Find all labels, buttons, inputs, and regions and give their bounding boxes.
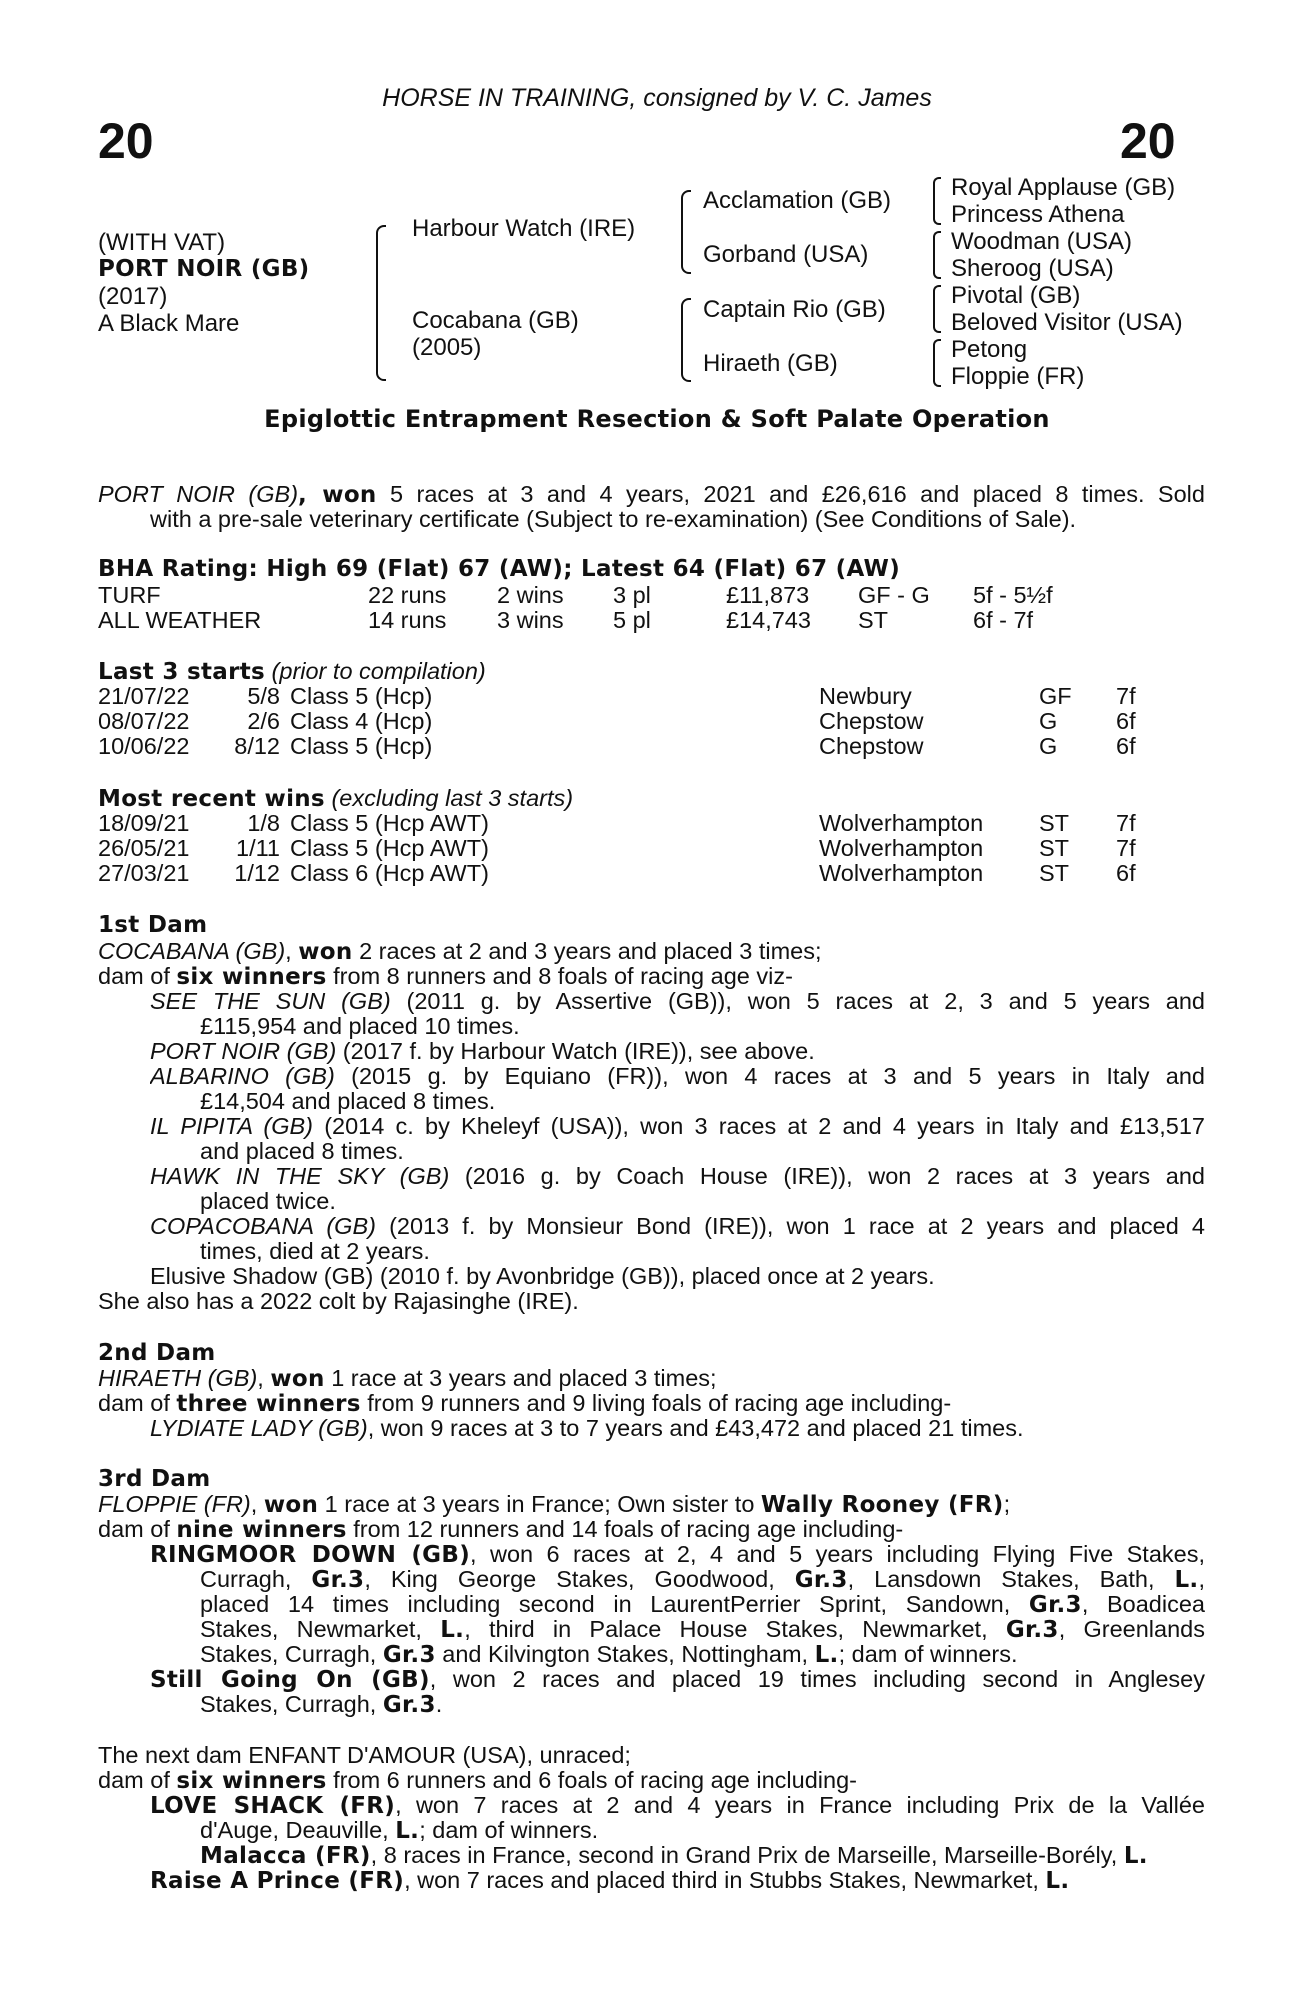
summary-line-1: PORT NOIR (GB), won 5 races at 3 and 4 years, 2021 and £26,616 and placed 8 times. Sold <box>98 482 1205 508</box>
summary-line-1-text: 5 races at 3 and 4 years, 2021 and £26,616 and placed 8 times. Sold <box>376 482 1205 507</box>
listed-label: L. <box>814 1642 839 1668</box>
race-course: Chepstow <box>819 708 924 734</box>
race-class: Class 5 (Hcp) <box>290 733 433 759</box>
progeny-lydiate-lady <box>150 1416 1205 1441</box>
grade-label: Gr.3 <box>1028 1592 1082 1618</box>
dam2-heading: 2nd Dam <box>98 1340 216 1366</box>
race-going: ST <box>1039 860 1070 886</box>
dam2-line-1: HIRAETH (GB), won 1 race at 3 years and placed 3 times; <box>98 1365 717 1392</box>
progeny-text: (2017 f. by Harbour Watch (IRE)), see above. <box>336 1038 815 1064</box>
bha-wins: 3 wins <box>497 607 564 633</box>
bha-surface: ALL WEATHER <box>98 607 262 633</box>
operation-note: Epiglottic Entrapment Resection & Soft Palate Operation <box>264 405 1050 433</box>
summary-horse-name: PORT NOIR (GB) <box>98 482 299 507</box>
dam2-line-2 <box>98 1391 1205 1417</box>
race-distance: 7f <box>1116 810 1136 836</box>
grade-label: Gr.3 <box>1005 1617 1059 1643</box>
lot-number-left: 20 <box>98 113 154 169</box>
progeny-text: , won 6 races at 2, 4 and 5 years including Flying Five Stakes, <box>470 1542 1205 1567</box>
progeny-raise-a-prince <box>150 1868 1205 1894</box>
progeny-albarino-cont: £14,504 and placed 8 times. <box>200 1088 496 1114</box>
bha-distance: 6f - 7f <box>973 607 1034 633</box>
dam3-heading: 3rd Dam <box>98 1466 211 1492</box>
pedigree-gen4-2: Princess Athena <box>951 201 1125 228</box>
race-course: Wolverhampton <box>819 860 984 886</box>
race-distance: 7f <box>1116 683 1136 709</box>
grade-label: Gr.3 <box>311 1567 365 1593</box>
progeny-text: ; dam of winners. <box>419 1817 599 1843</box>
progeny-name: COPACOBANA (GB) <box>150 1214 376 1239</box>
pedigree-bracket-g4-1 <box>933 177 941 225</box>
summary-line-2: with a pre-sale veterinary certificate (Subject to re-examination) (See Conditions of Sale). <box>150 506 1077 532</box>
progeny-il-pipita <box>150 1114 1205 1139</box>
progeny-name: IL PIPITA (GB) <box>150 1114 314 1139</box>
pedigree-bracket-g4-4 <box>933 339 941 387</box>
race-position: 8/12 <box>234 733 280 759</box>
progeny-see-the-sun-cont: £115,954 and placed 10 times. <box>200 1013 520 1039</box>
next-dam-line-2 <box>98 1768 1205 1794</box>
race-position: 2/6 <box>247 708 280 734</box>
bha-runs: 22 runs <box>368 582 447 608</box>
race-course: Newbury <box>819 683 912 709</box>
race-position: 5/8 <box>247 683 280 709</box>
progeny-ringmoor-down <box>150 1542 1205 1567</box>
dam1-heading: 1st Dam <box>98 912 208 938</box>
bha-wins: 2 wins <box>497 582 564 608</box>
recent-wins-heading: Most recent wins <box>98 786 325 812</box>
race-going: GF <box>1039 683 1072 709</box>
summary-won: won <box>322 482 377 508</box>
progeny-copacobana <box>150 1214 1205 1239</box>
progeny-text: , won 9 races at 3 to 7 years and £43,472 and placed 21 times. <box>367 1415 1024 1441</box>
race-date: 26/05/21 <box>98 835 190 861</box>
progeny-ringmoor-down-cont-4 <box>200 1642 1205 1668</box>
pedigree-gen3-1: Acclamation (GB) <box>703 187 892 214</box>
progeny-name: Still Going On (GB) <box>150 1667 430 1693</box>
bha-surface: TURF <box>98 582 161 608</box>
dam3-won: won <box>263 1492 319 1518</box>
dam1-name: COCABANA (GB) <box>98 938 286 964</box>
pedigree-gen3-3: Captain Rio (GB) <box>703 296 886 323</box>
progeny-text: and Kilvington Stakes, Nottingham, <box>435 1641 815 1667</box>
grade-label: Gr.3 <box>382 1692 436 1718</box>
horse-year: (2017) <box>98 283 168 310</box>
race-position: 1/12 <box>234 860 280 886</box>
pedigree-gen3-2: Gorband (USA) <box>703 241 869 268</box>
race-position: 1/8 <box>247 810 280 836</box>
race-class: Class 5 (Hcp) <box>290 683 433 709</box>
dam1-winners-count: six winners <box>176 964 327 990</box>
pedigree-gen3-4: Hiraeth (GB) <box>703 350 838 377</box>
dam1-line-2 <box>98 964 1205 990</box>
progeny-love-shack-cont <box>200 1818 1205 1844</box>
progeny-text: (2016 g. by Coach House (IRE)), won 2 races at 3 years and <box>449 1164 1205 1189</box>
last3-note: (prior to compilation) <box>271 658 486 684</box>
dam1-line-1: COCABANA (GB), won 2 races at 2 and 3 years and placed 3 times; <box>98 938 822 965</box>
progeny-text: ; dam of winners. <box>838 1641 1018 1667</box>
progeny-name: RINGMOOR DOWN (GB) <box>150 1542 471 1568</box>
bha-heading: BHA Rating: High 69 (Flat) 67 (AW); Latest 64 (Flat) 67 (AW) <box>98 556 901 582</box>
progeny-text: . <box>435 1691 443 1717</box>
dam2-name: HIRAETH (GB) <box>98 1365 258 1391</box>
progeny-text: , Lansdown Stakes, Bath, <box>847 1567 1175 1592</box>
next-dam-dam-of: dam of <box>98 1767 177 1793</box>
progeny-name: Malacca (FR) <box>200 1843 371 1869</box>
progeny-text: , King George Stakes, Goodwood, <box>364 1567 795 1592</box>
vat-label: (WITH VAT) <box>98 229 226 256</box>
dam3-sibling: Wally Rooney (FR) <box>760 1492 1004 1518</box>
pedigree-bracket-g4-2 <box>933 231 941 279</box>
progeny-text: (2014 c. by Kheleyf (USA)), won 3 races at 2 and 4 years in Italy and £13,517 <box>313 1114 1205 1139</box>
next-dam-line-2-text: from 6 runners and 6 foals of racing age including- <box>326 1767 857 1793</box>
listed-label: L. <box>440 1617 465 1643</box>
recent-wins-note: (excluding last 3 starts) <box>331 785 574 811</box>
race-going: G <box>1039 733 1058 759</box>
progeny-text: (2015 g. by Equiano (FR)), won 4 races at 3 and 5 years in Italy and <box>334 1064 1205 1089</box>
race-class: Class 5 (Hcp AWT) <box>290 835 489 861</box>
pedigree-bracket-main <box>376 225 386 381</box>
progeny-name: SEE THE SUN (GB) <box>150 989 391 1014</box>
progeny-text: , <box>1198 1567 1205 1592</box>
progeny-port-noir <box>150 1039 1205 1064</box>
dam3-name: FLOPPIE (FR) <box>98 1491 251 1517</box>
dam3-winners-count: nine winners <box>176 1517 347 1543</box>
race-date: 08/07/22 <box>98 708 190 734</box>
progeny-name: LOVE SHACK (FR) <box>150 1793 396 1819</box>
progeny-ringmoor-down-cont-1 <box>200 1567 1205 1592</box>
bha-distance: 5f - 5½f <box>973 582 1053 608</box>
race-class: Class 6 (Hcp AWT) <box>290 860 489 886</box>
progeny-still-going-on-cont <box>200 1692 1205 1718</box>
bha-going: ST <box>858 607 889 633</box>
catalogue-header: HORSE IN TRAINING, consigned by V. C. James <box>382 84 932 112</box>
progeny-malacca <box>200 1843 1205 1869</box>
race-going: ST <box>1039 835 1070 861</box>
pedigree-gen4-7: Petong <box>951 336 1028 363</box>
race-distance: 6f <box>1116 733 1136 759</box>
race-position: 1/11 <box>236 835 280 861</box>
grade-label: Gr.3 <box>794 1567 848 1593</box>
progeny-text: d'Auge, Deauville, <box>200 1817 396 1843</box>
race-distance: 6f <box>1116 860 1136 886</box>
race-class: Class 4 (Hcp) <box>290 708 433 734</box>
bha-going: GF - G <box>858 582 930 608</box>
progeny-ringmoor-down-cont-2 <box>200 1592 1205 1617</box>
progeny-text: , Boadicea <box>1081 1592 1205 1617</box>
race-going: ST <box>1039 810 1070 836</box>
last3-heading-line <box>98 659 1205 685</box>
listed-label: L. <box>1123 1843 1148 1869</box>
progeny-text: (2013 f. by Monsieur Bond (IRE)), won 1 race at 2 years and placed 4 <box>375 1214 1205 1239</box>
progeny-text: (2011 g. by Assertive (GB)), won 5 races at 2, 3 and 5 years and <box>390 989 1205 1014</box>
grade-label: Gr.3 <box>382 1642 436 1668</box>
progeny-albarino <box>150 1064 1205 1089</box>
dam2-winners-count: three winners <box>176 1391 361 1417</box>
pedigree-dam: Cocabana (GB) <box>412 307 579 334</box>
race-distance: 6f <box>1116 708 1136 734</box>
race-course: Chepstow <box>819 733 924 759</box>
dam3-line-1-text: 1 race at 3 years in France; Own sister to <box>318 1491 761 1517</box>
bha-prize-money: £11,873 <box>726 582 810 608</box>
pedigree-gen4-3: Woodman (USA) <box>951 228 1132 255</box>
progeny-still-going-on <box>150 1667 1205 1692</box>
progeny-hawk-in-the-sky <box>150 1164 1205 1189</box>
race-date: 27/03/21 <box>98 860 190 886</box>
pedigree-bracket-dam <box>681 298 691 382</box>
dam1-dam-of: dam of <box>98 963 177 989</box>
next-dam-winners-count: six winners <box>176 1768 327 1794</box>
horse-description: A Black Mare <box>98 310 240 337</box>
dam1-line-2-text: from 8 runners and 8 foals of racing age viz- <box>326 963 793 989</box>
race-going: G <box>1039 708 1058 734</box>
progeny-copacobana-cont: times, died at 2 years. <box>200 1238 430 1264</box>
listed-label: L. <box>1045 1868 1070 1894</box>
progeny-text: , won 7 races and placed third in Stubbs Stakes, Newmarket, <box>404 1867 1046 1893</box>
progeny-text: Stakes, Curragh, <box>200 1641 383 1667</box>
dam3-line-1: FLOPPIE (FR), won 1 race at 3 years in France; Own sister to Wally Rooney (FR); <box>98 1491 1011 1518</box>
progeny-name: ALBARINO (GB) <box>150 1064 335 1089</box>
race-distance: 7f <box>1116 835 1136 861</box>
progeny-text: , won 2 races and placed 19 times including second in Anglesey <box>429 1667 1205 1692</box>
progeny-name: LYDIATE LADY (GB) <box>150 1415 368 1441</box>
progeny-name: HAWK IN THE SKY (GB) <box>150 1164 450 1189</box>
progeny-ringmoor-down-cont-3 <box>200 1617 1205 1642</box>
dam2-line-2-text: from 9 runners and 9 living foals of racing age including- <box>360 1390 952 1416</box>
dam2-line-1-text: 1 race at 3 years and placed 3 times; <box>324 1365 717 1391</box>
race-course: Wolverhampton <box>819 835 984 861</box>
progeny-text: , 8 races in France, second in Grand Prix de Marseille, Marseille-Borély, <box>370 1842 1124 1868</box>
pedigree-bracket-g4-3 <box>933 285 941 333</box>
progeny-text: placed 14 times including second in LaurentPerrier Sprint, Sandown, <box>200 1592 1029 1617</box>
progeny-text: , won 7 races at 2 and 4 years in France including Prix de la Vallée <box>395 1793 1205 1818</box>
pedigree-gen4-1: Royal Applause (GB) <box>951 174 1176 201</box>
progeny-text: Curragh, <box>200 1567 312 1592</box>
pedigree-gen4-6: Beloved Visitor (USA) <box>951 309 1183 336</box>
pedigree-gen4-8: Floppie (FR) <box>951 363 1085 390</box>
pedigree-gen4-5: Pivotal (GB) <box>951 282 1081 309</box>
pedigree-bracket-sire <box>681 190 691 274</box>
dam3-line-2-text: from 12 runners and 14 foals of racing age including- <box>346 1516 904 1542</box>
pedigree-dam-year: (2005) <box>412 334 482 361</box>
progeny-il-pipita-cont: and placed 8 times. <box>200 1138 404 1164</box>
lot-number-right: 20 <box>1120 113 1176 169</box>
race-class: Class 5 (Hcp AWT) <box>290 810 489 836</box>
progeny-hawk-in-the-sky-cont: placed twice. <box>200 1188 336 1214</box>
progeny-name: Raise A Prince (FR) <box>150 1868 405 1894</box>
last3-heading: Last 3 starts <box>98 659 266 685</box>
progeny-name: PORT NOIR (GB) <box>150 1038 337 1064</box>
bha-placed: 3 pl <box>613 582 651 608</box>
dam3-line-2 <box>98 1517 1205 1543</box>
dam1-also: She also has a 2022 colt by Rajasinghe (IRE). <box>98 1288 579 1314</box>
pedigree-gen4-4: Sheroog (USA) <box>951 255 1114 282</box>
progeny-text: , Greenlands <box>1058 1617 1205 1642</box>
listed-label: L. <box>1174 1567 1199 1593</box>
race-course: Wolverhampton <box>819 810 984 836</box>
recent-wins-heading-line <box>98 786 1205 812</box>
dam3-line-1-end: ; <box>1003 1491 1011 1517</box>
progeny-see-the-sun <box>150 989 1205 1014</box>
progeny-text: Stakes, Newmarket, <box>200 1617 441 1642</box>
dam3-dam-of: dam of <box>98 1516 177 1542</box>
progeny-text: Stakes, Curragh, <box>200 1691 383 1717</box>
listed-label: L. <box>395 1818 420 1844</box>
bha-placed: 5 pl <box>613 607 651 633</box>
bha-prize-money: £14,743 <box>726 607 811 633</box>
progeny-text: , third in Palace House Stakes, Newmarket, <box>464 1617 1006 1642</box>
progeny-love-shack <box>150 1793 1205 1818</box>
pedigree-sire: Harbour Watch (IRE) <box>412 215 636 242</box>
dam1-won: won <box>298 939 353 965</box>
race-date: 18/09/21 <box>98 810 190 836</box>
dam2-won: won <box>270 1366 325 1392</box>
race-date: 21/07/22 <box>98 683 190 709</box>
progeny-elusive-shadow: Elusive Shadow (GB) (2010 f. by Avonbridge (GB)), placed once at 2 years. <box>150 1263 935 1289</box>
race-date: 10/06/22 <box>98 733 190 759</box>
next-dam-line-1: The next dam ENFANT D'AMOUR (USA), unraced; <box>98 1742 631 1768</box>
horse-name: PORT NOIR (GB) <box>98 256 310 282</box>
bha-runs: 14 runs <box>368 607 447 633</box>
dam1-line-1-text: 2 races at 2 and 3 years and placed 3 times; <box>352 938 822 964</box>
dam2-dam-of: dam of <box>98 1390 177 1416</box>
